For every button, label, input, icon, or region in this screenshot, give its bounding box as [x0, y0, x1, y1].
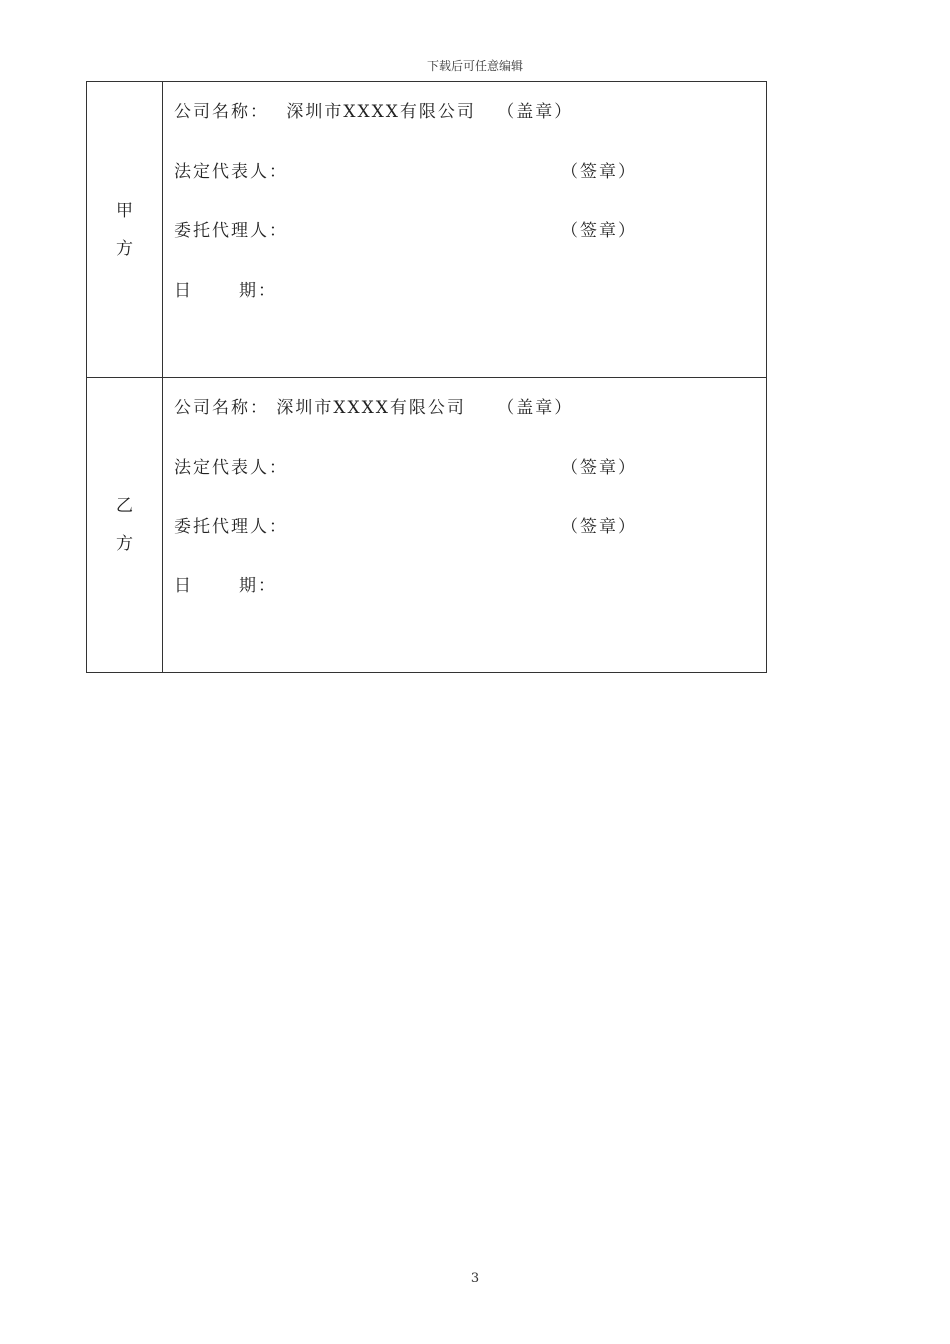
party-b-agent-seal: （签章）: [561, 517, 637, 537]
party-a-company-seal: （盖章）: [497, 102, 574, 122]
signature-table: [86, 81, 767, 673]
party-b-company-label: 公司名称：: [174, 398, 269, 418]
party-a-company-label: 公司名称：: [174, 102, 269, 122]
party-a-label: [87, 82, 163, 378]
party-b-content: [163, 378, 767, 673]
party-a-agent-label: 委托代理人：: [174, 221, 288, 241]
page-number: 3: [470, 1271, 480, 1286]
party-a-legal-rep-seal: （签章）: [561, 162, 637, 182]
party-b-date-line: [174, 571, 277, 596]
party-b-legal-rep-seal: （签章）: [561, 458, 637, 478]
party-b-label: [87, 378, 163, 673]
party-a-company-name: 深圳市XXXX有限公司: [286, 102, 476, 122]
party-a-row: [87, 82, 767, 378]
party-a-date-line: [174, 276, 277, 301]
party-a-content: [163, 82, 767, 378]
party-b-date-label-2: 期：: [239, 576, 277, 596]
party-a-date-label-2: 期：: [239, 281, 277, 301]
party-a-label-char-2: 方: [116, 238, 133, 259]
party-b-company-seal: （盖章）: [497, 398, 574, 418]
party-b-date-label-1: 日: [174, 576, 193, 596]
party-b-company-line: [174, 393, 573, 418]
party-b-legal-rep-label: 法定代表人：: [174, 458, 288, 478]
party-b-row: [87, 378, 767, 673]
party-a-label-char-1: 甲: [116, 200, 133, 221]
party-a-date-label-1: 日: [174, 281, 193, 301]
party-b-company-name: 深圳市XXXX有限公司: [276, 398, 466, 418]
party-a-legal-rep-label: 法定代表人：: [174, 162, 288, 182]
party-b-agent-label: 委托代理人：: [174, 517, 288, 537]
page-header-note: 下载后可任意编辑: [426, 59, 523, 73]
party-a-company-line: [174, 97, 573, 122]
party-b-label-char-1: 乙: [116, 496, 133, 516]
party-a-agent-seal: （签章）: [561, 221, 637, 241]
party-b-label-char-2: 方: [116, 534, 133, 554]
